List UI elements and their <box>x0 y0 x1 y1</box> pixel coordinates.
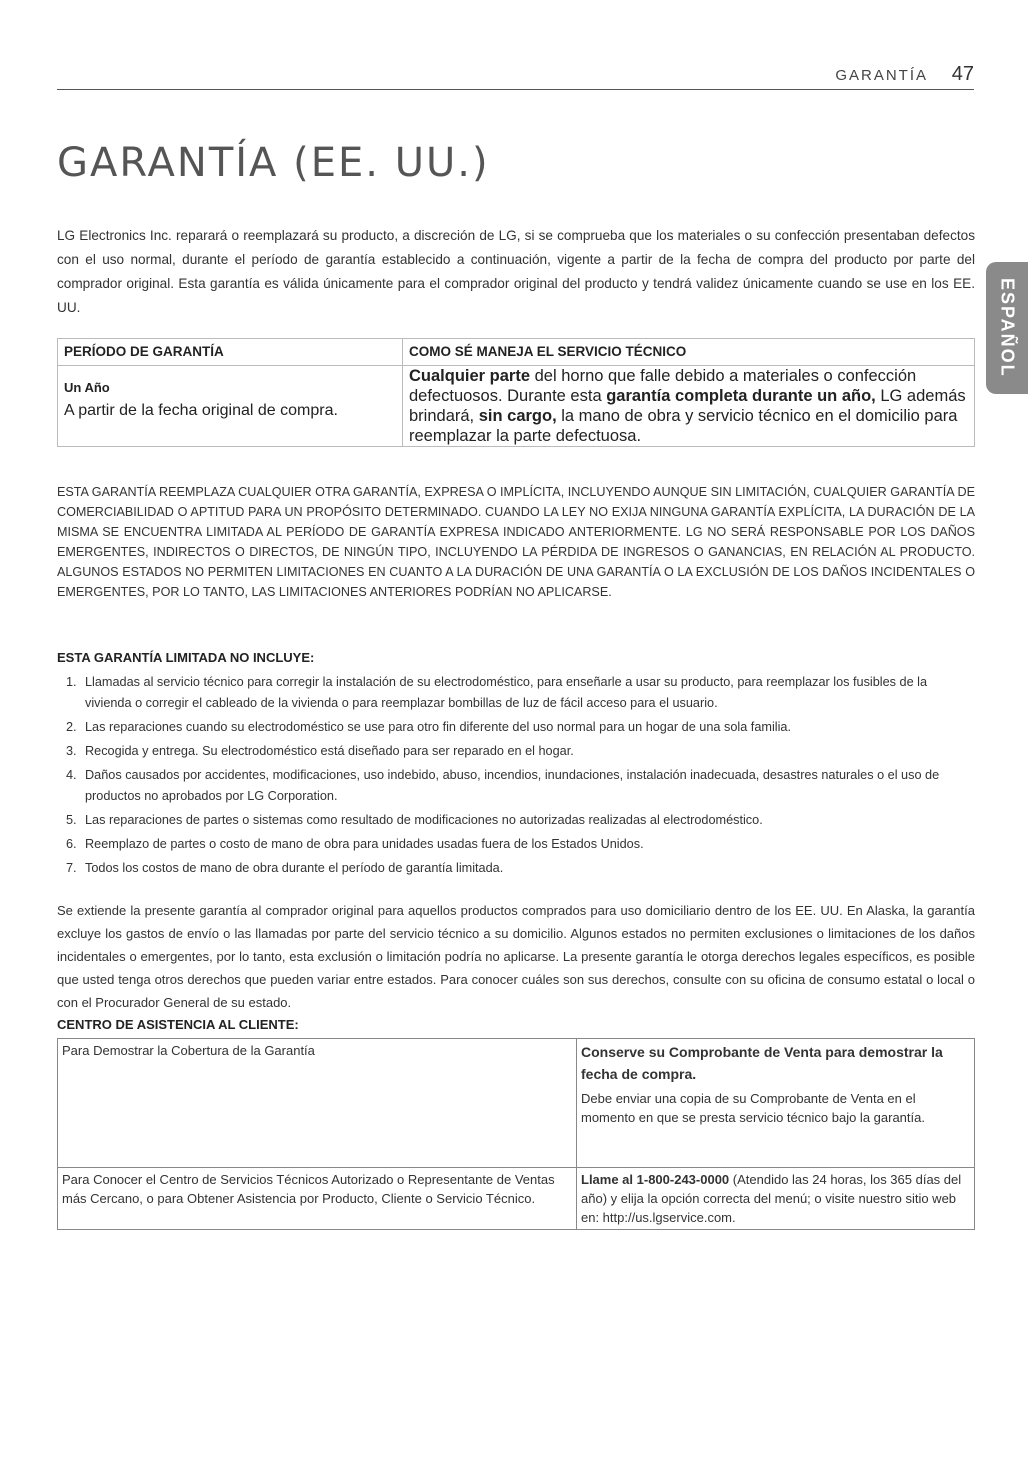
exclusions-heading: ESTA GARANTÍA LIMITADA NO INCLUYE: <box>57 650 315 665</box>
contact-cell <box>577 1168 975 1230</box>
list-item <box>66 672 976 714</box>
list-item-number: 3. <box>66 744 77 758</box>
service-any-part: Cualquier parte <box>409 367 531 385</box>
warranty-table-header-row <box>58 339 975 366</box>
warranty-period-description: A partir de la fecha original de compra. <box>64 402 338 419</box>
list-item-number: 4. <box>66 768 77 782</box>
table-row <box>58 1168 975 1230</box>
list-item-text: Las reparaciones de partes o sistemas como resultado de modificaciones no autorizadas realizadas al electrodoméstico. <box>85 813 763 827</box>
warranty-table-row <box>58 366 975 447</box>
warranty-extension-paragraph: Se extiende la presente garantía al comprador original para aquellos productos comprados para uso domiciliario dentro de los EE. UU. En Alaska, la garantía excluye los gastos de envío o las llamadas por parte del servicio técnico a su domicilio. Algunos estados no permiten exclusiones o limitaciones de los daños incidentales o emergentes, por lo tanto, esta exclusión o limitación podría no aplicarse. La presente garantía le otorga derechos legales específicos, es posible que usted tenga otros derechos que pueden variar entre estados. Para conocer cuáles son sus derechos, consulte con su oficina de consumo estatal o local o con el Procurador General de su estado. <box>57 903 975 1010</box>
list-item <box>66 834 976 855</box>
service-handling-header: COMO SÉ MANEJA EL SERVICIO TÉCNICO <box>403 339 975 366</box>
list-item <box>66 717 976 738</box>
list-item <box>66 765 976 807</box>
language-tab-label: ESPAÑOL <box>997 278 1018 378</box>
page-number: 47 <box>951 63 974 85</box>
exclusions-list <box>66 672 976 882</box>
phone-number-text: Llame al 1-800-243-0000 <box>581 1172 730 1187</box>
warranty-period-name: Un Año <box>64 380 110 395</box>
list-item <box>66 810 976 831</box>
list-item <box>66 858 976 879</box>
list-item-text: Todos los costos de mano de obra durante el período de garantía limitada. <box>85 861 504 875</box>
warranty-period-header: PERÍODO DE GARANTÍA <box>58 339 403 366</box>
list-item-number: 5. <box>66 813 77 827</box>
page-header <box>57 63 974 90</box>
disclaimer-paragraph: ESTA GARANTÍA REEMPLAZA CUALQUIER OTRA GARANTÍA, EXPRESA O IMPLÍCITA, INCLUYENDO AUNQUE SIN LIMITACIÓN, CUALQUIER GARANTÍA DE COMERCIABILIDAD O APTITUD PARA UN PROPÓSITO DETERMINADO. CUANDO LA LEY NO EXIJA NINGUNA GARANTÍA EXPLÍCITA, LA DURACIÓN DE LA MISMA SE ENCUENTRA LIMITADA AL PERÍODO DE GARANTÍA EXPRESA INDICADO ANTERIORMENTE. LG NO SERÁ RESPONSABLE POR LOS DAÑOS EMERGENTES, INDIRECTOS O DIRECTOS, DE NINGÚN TIPO, INCLUYENDO LA PÉRDIDA DE INGRESOS O GANANCIAS, EN RELACIÓN AL PRODUCTO. ALGUNOS ESTADOS NO PERMITEN LIMITACIONES EN CUANTO A LA DURACIÓN DE UNA GARANTÍA O LA EXCLUSIÓN DE LOS DAÑOS INCIDENTALES O EMERGENTES, POR LO TANTO, LAS LIMITACIONES ANTERIORES PODRÍAN NO APLICARSE. <box>57 485 975 599</box>
list-item-text: Recogida y entrega. Su electrodoméstico está diseñado para ser reparado en el hogar. <box>85 744 574 758</box>
keep-receipt-text: Conserve su Comprobante de Venta para demostrar la fecha de compra. <box>581 1044 943 1082</box>
header-section-title: GARANTÍA <box>835 67 928 84</box>
customer-center-heading: CENTRO DE ASISTENCIA AL CLIENTE: <box>57 1017 299 1032</box>
page-title: GARANTÍA (EE. UU.) <box>57 140 490 186</box>
proof-of-coverage-label: Para Demostrar la Cobertura de la Garantía <box>58 1039 577 1168</box>
list-item-number: 2. <box>66 720 77 734</box>
contact-details-text: (Atendido las 24 horas, los 365 días del año) y elija la opción correcta del menú; o visite nuestro sitio web en: http://us.lgservice.com. <box>581 1172 962 1225</box>
send-receipt-text: Debe enviar una copia de su Comprobante de Venta en el momento en que se presta servicio técnico bajo la garantía. <box>581 1091 925 1125</box>
list-item <box>66 741 976 762</box>
service-center-label: Para Conocer el Centro de Servicios Técnicos Autorizado o Representante de Ventas más Cercano, o para Obtener Asistencia por Producto, Cliente o Servicio Técnico. <box>58 1168 577 1230</box>
proof-of-coverage-cell <box>577 1039 975 1168</box>
table-row <box>58 1039 975 1168</box>
list-item-text: Daños causados por accidentes, modificaciones, uso indebido, abuso, incendios, inundaciones, instalación inadecuada, desastres naturales o el uso de productos no aprobados por LG Corporation. <box>85 768 940 803</box>
list-item-text: Reemplazo de partes o costo de mano de obra para unidades usadas fuera de los Estados Unidos. <box>85 837 644 851</box>
service-text-2: LG además brindará, <box>409 387 966 425</box>
warranty-period-cell <box>58 366 403 447</box>
list-item-text: Llamadas al servicio técnico para corregir la instalación de su electrodoméstico, para enseñarle a usar su producto, para reemplazar los fusibles de la vivienda o corregir el cableado de la vivienda o para reemplazar bombillas de luz de fácil acceso para el usuario. <box>85 675 928 710</box>
language-side-tab <box>986 262 1028 394</box>
intro-paragraph: LG Electronics Inc. reparará o reemplazará su producto, a discreción de LG, si se comprueba que los materiales o su confección presentaban defectos con el uso normal, durante el período de garantía establecido a continuación, vigente a partir de la fecha de compra del producto por parte del comprador original. Esta garantía es válida únicamente para el comprador original del producto y tendrá validez únicamente cuando se use en los EE. UU. <box>57 228 975 315</box>
service-full-warranty: garantía completa durante un año, <box>606 387 876 405</box>
list-item-number: 1. <box>66 675 77 689</box>
service-no-charge: sin cargo, <box>478 407 557 425</box>
list-item-text: Las reparaciones cuando su electrodoméstico se use para otro fin diferente del uso normal para un hogar de una sola familia. <box>85 720 791 734</box>
service-description-cell <box>403 366 975 447</box>
list-item-number: 7. <box>66 861 77 875</box>
customer-center-table <box>57 1038 975 1230</box>
service-text-1: del horno que falle debido a materiales o confección defectuosos. Durante esta <box>409 367 917 405</box>
list-item-number: 6. <box>66 837 77 851</box>
service-text-3: la mano de obra y servicio técnico en el domicilio para reemplazar la parte defectuosa. <box>409 407 958 445</box>
warranty-table <box>57 338 975 447</box>
